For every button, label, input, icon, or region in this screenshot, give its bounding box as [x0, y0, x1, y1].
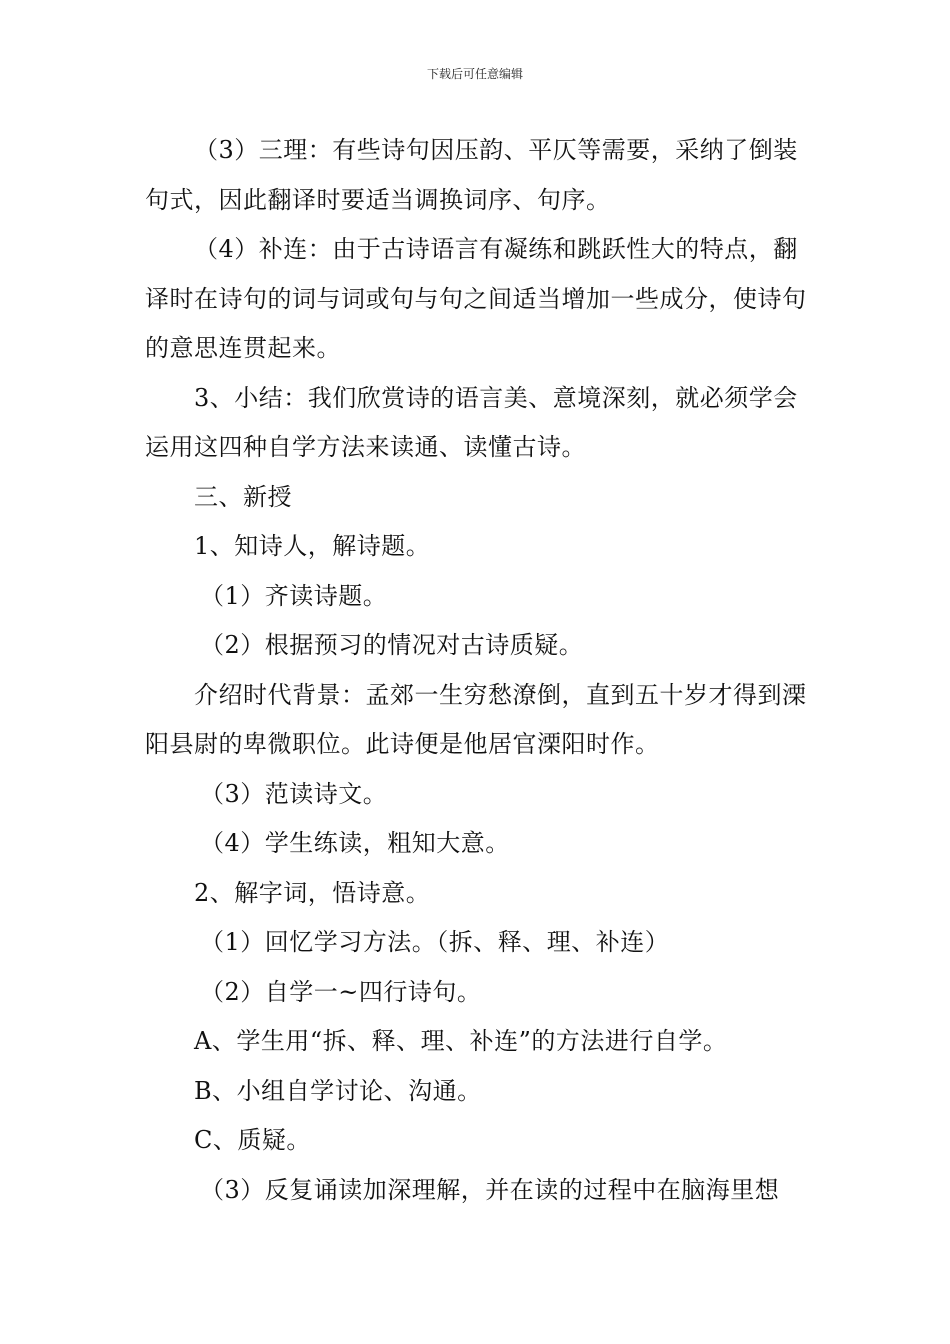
item-student-practice: （4）学生练读，粗知大意。 [200, 829, 510, 857]
item-recall-methods: （1）回忆学习方法。（拆、释、理、补连） [200, 928, 670, 956]
step-know-poet: 1、知诗人，解诗题。 [194, 532, 431, 560]
item-a: A、学生用“拆、释、理、补连”的方法进行自学。 [194, 1027, 728, 1055]
item-b: B、小组自学讨论、沟通。 [194, 1076, 482, 1105]
paragraph-bulian: （4）补连：由于古诗语言有凝练和跳跃性大的特点，翻译时在诗句的词与词或句与句之间适当增加一些成分，使诗句的意思连贯起来。 [145, 235, 807, 362]
item-c: C、质疑。 [194, 1126, 311, 1154]
document-body [145, 126, 810, 1215]
paragraph-sanli: （3）三理：有些诗句因压韵、平仄等需要，采纳了倒装句式，因此翻译时要适当调换词序、句序。 [145, 136, 798, 214]
item-self-study: （2）自学一~四行诗句。 [200, 977, 482, 1006]
page-header: 下载后可任意编辑 [426, 67, 523, 81]
heading-new-lesson: 三、新授 [194, 482, 292, 511]
item-read-title: （1）齐读诗题。 [200, 581, 388, 610]
step-understand-words: 2、解字词，悟诗意。 [194, 878, 431, 907]
paragraph-summary: 3、小结：我们欣赏诗的语言美、意境深刻，就必须学会运用这四种自学方法来读通、读懂古诗。 [145, 383, 798, 461]
item-model-reading: （3）范读诗文。 [200, 779, 388, 808]
paragraph-background: 介绍时代背景：孟郊一生穷愁潦倒，直到五十岁才得到溧阳县尉的卑微职位。此诗便是他居官溧阳时作。 [145, 680, 807, 758]
item-question: （2）根据预习的情况对古诗质疑。 [200, 631, 584, 659]
item-repeat-reading: （3）反复诵读加深理解，并在读的过程中在脑海里想 [200, 1175, 780, 1204]
